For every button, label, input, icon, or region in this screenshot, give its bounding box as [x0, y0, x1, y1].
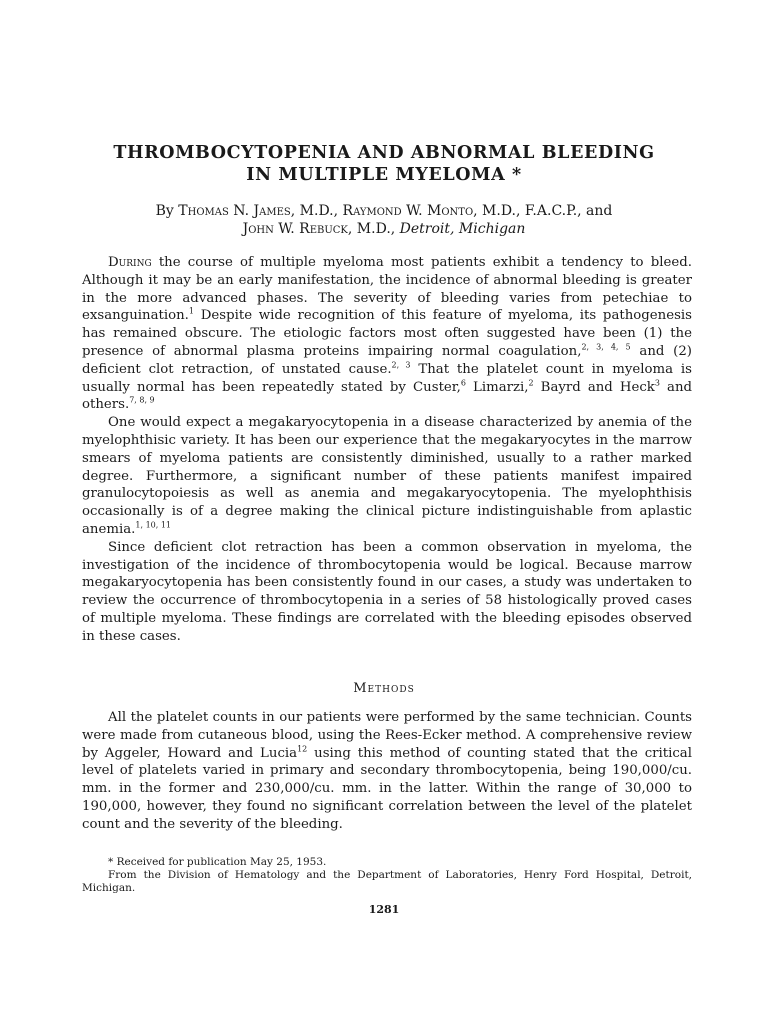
footnote-affiliation: From the Division of Hematology and the Department of Laboratories, Henry Ford Hospital, Detroit, Michigan. [82, 869, 692, 894]
byline-by: By [155, 203, 174, 219]
article-title [0, 142, 768, 186]
author-byline [0, 202, 768, 238]
author-james: Thomas N. James [178, 203, 291, 219]
ref-12: 12 [297, 744, 308, 754]
footnote-received: * Received for publication May 25, 1953. [108, 856, 327, 868]
intro-p1-text-e: Limarzi, [466, 379, 529, 395]
methods-paragraph-1 [82, 709, 692, 834]
ref-8: 1, 10, 11 [135, 520, 172, 530]
drop-word: During [108, 255, 152, 270]
intro-p2-text: One would expect a megakaryocytopenia in a disease characterized by anemia of the myelophthisic variety. It has been our experience that the megakaryocytes in the marrow smears of myeloma patients are consistently diminished, usually to a rather marked degree. Furthermore, a significant number of these patients manifest impaired granulocytopoiesis as well as anemia and megakaryocytopenia. The myelophthisis occasionally is of a degree making the clinical picture indistinguishable from aplastic anemia. [82, 415, 692, 537]
intro-p1-text-f: Bayrd and Heck [533, 379, 655, 395]
intro-paragraph-1 [82, 254, 692, 414]
ref-6: 3 [654, 378, 660, 388]
ref-2: 2, 3, 4, 5 [581, 342, 631, 352]
byline-line-1 [0, 202, 768, 220]
author-monto: Raymond W. Monto [342, 203, 474, 219]
intro-p1-text-a: the course of multiple myeloma most patients exhibit a tendency to bleed. Although it may be an early manifestation, the incidence of abnormal bleeding is greater in the more advanced phases. The severity of bleeding varies from petechiae to exsanguination. [82, 255, 692, 324]
ref-4: 6 [460, 378, 466, 388]
page-number: 1281 [368, 903, 400, 916]
author-james-degree: , M.D., [290, 203, 343, 219]
methods-p1-text-b: using this method of counting stated that the critical level of platelets varied in primary and secondary thrombocytopenia, being 190,000/cu. mm. in the former and 230,000/cu. mm. in the latter. Within the range of 30,000 to 190,000, however, they found no significant correlation between the level of the platelet count and the severity of the bleeding. [82, 745, 692, 832]
ref-5: 2 [528, 378, 534, 388]
ref-3: 2, 3 [391, 360, 411, 370]
methods-section [82, 709, 692, 834]
intro-paragraph-3: Since deficient clot retraction has been a common observation in myeloma, the investigation of the incidence of thrombocytopenia would be logical. Because marrow megakaryocytopenia has been consistently found in our cases, a study was undertaken to review the occurrence of thrombocytopenia in a series of 58 histologically proved cases of multiple myeloma. These findings are correlated with the bleeding episodes observed in these cases. [82, 539, 692, 644]
title-line-1: THROMBOCYTOPENIA AND ABNORMAL BLEEDING [113, 143, 655, 163]
ref-7: 7, 8, 9 [129, 395, 155, 405]
author-rebuck: John W. Rebuck [242, 221, 348, 237]
footnotes [82, 856, 692, 895]
author-monto-degree: , M.D., F.A.C.P., and [473, 203, 613, 219]
intro-p1-text-c: and (2) deficient clot retraction, of unstated cause. [82, 343, 692, 377]
introduction [82, 254, 692, 646]
title-line-2: IN MULTIPLE MYELOMA * [246, 165, 522, 185]
intro-p1-text-g: and others. [82, 379, 693, 413]
methods-heading: Methods [353, 681, 415, 696]
methods-p1-text-a: All the platelet counts in our patients were performed by the same technician. Counts were made from cutaneous blood, using the Rees-Ecker method. A comprehensive review by Aggeler, Howard and Lucia [82, 710, 692, 761]
author-rebuck-degree: , M.D., [347, 221, 400, 237]
intro-p1-text-d: That the platelet count in myeloma is usually normal has been repeatedly stated by Custer, [82, 361, 692, 395]
ref-1: 1 [188, 306, 194, 316]
intro-p1-text-b: Despite wide recognition of this feature of myeloma, its pathogenesis has remained obscure. The etiologic factors most often suggested have been (1) the presence of abnormal plasma proteins impairing normal coagulation, [82, 308, 692, 359]
byline-line-2 [0, 220, 768, 238]
intro-paragraph-2 [82, 414, 692, 539]
author-location: Detroit, Michigan [399, 221, 526, 237]
